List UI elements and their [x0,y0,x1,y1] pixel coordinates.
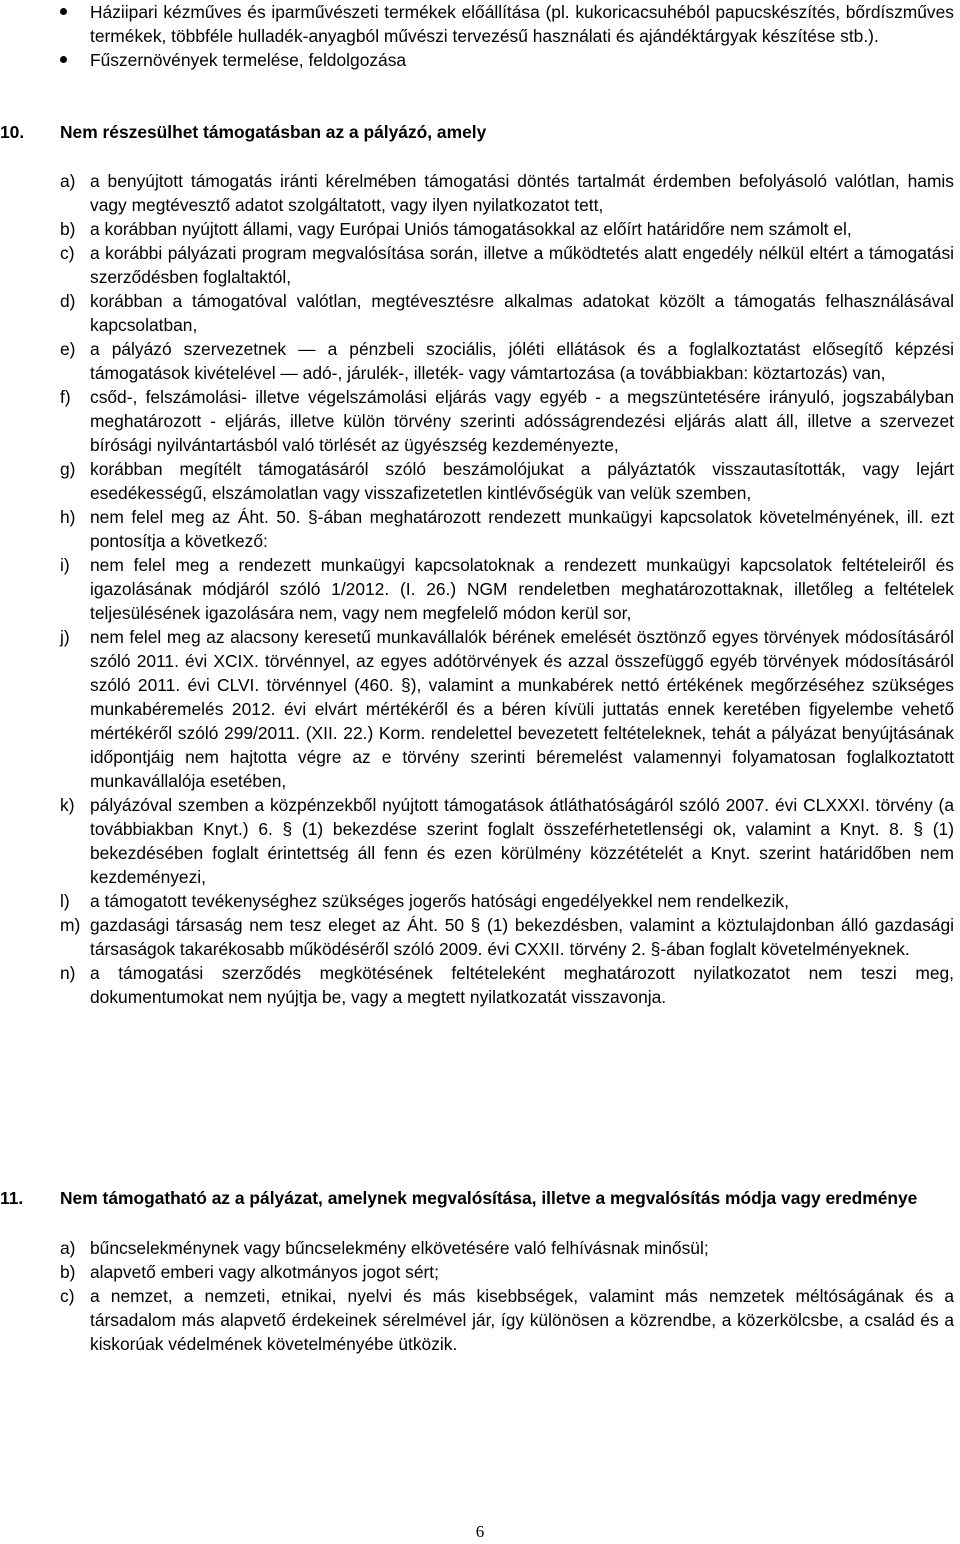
item-label: j) [60,627,70,647]
item-label: m) [60,915,81,935]
bullet-text: Háziipari kézműves és iparművészeti termékek előállítása (pl. kukoricacsuhéból papucskészítés, bőrdíszműves termékek, többféle hulladék-anyagból művészi tervezésű használati és ajándéktárgyak készítése stb.). [90,2,954,46]
item-label: a) [60,171,76,191]
item-label: g) [60,459,76,479]
item-label: k) [60,795,75,815]
bullet-dot-icon [60,8,67,15]
list-item [0,1284,960,1356]
list-item [0,457,960,505]
bullet-item [0,48,960,72]
item-text: gazdasági társaság nem tesz eleget az Áht. 50 § (1) bekezdésben, valamint a köztulajdonban álló gazdasági társaságok takarékosabb működéséről szóló 2009. évi CXXII. törvény 2. §-ában foglalt követelményeknek. [90,915,954,959]
list-item [0,913,960,961]
item-label: b) [60,1262,76,1282]
item-label: b) [60,219,76,239]
item-text: nem felel meg a rendezett munkaügyi kapcsolatoknak a rendezett munkaügyi kapcsolatok feltételeiről és igazolásának módjáról szóló 1/2012. (I. 26.) NGM rendeletben meghatározottaknak, illetőleg a feltételek teljesülésének igazolására nem, vagy nem megfelelő módon kerül sor, [90,555,954,623]
list-item [0,289,960,337]
item-text: pályázóval szemben a közpénzekből nyújtott támogatások átláthatóságáról szóló 2007. évi CLXXXI. törvény (a továbbiakban Knyt.) 6. § (1) bekezdése szerint foglalt összeférhetetlenségi ok, valamint a Knyt. 8. § (1) bekezdésében foglalt érintettség áll fenn és ezen körülmény közzétételét a Knyt. szerint határidőben nem kezdeményezi, [90,795,954,887]
list-item [0,889,960,913]
bullet-text: Fűszernövények termelése, feldolgozása [90,50,407,70]
item-text: korábban megítélt támogatásáról szóló beszámolójukat a pályáztatók visszautasították, vagy lejárt esedékességű, elszámolatlan vagy visszafizetetlen kintlévőségük van velük szemben, [90,459,954,503]
section-title: Nem részesülhet támogatásban az a pályázó, amely [60,122,487,142]
item-text: a támogatási szerződés megkötésének feltételeként meghatározott nyilatkozatot nem teszi meg, dokumentumokat nem nyújtja be, vagy a megtett nyilatkozatát visszavonja. [90,963,954,1007]
item-label: i) [60,555,70,575]
section-number: 10. [0,122,25,142]
list-item [0,169,960,217]
item-text: a korábban nyújtott állami, vagy Európai Uniós támogatásokkal az előírt határidőre nem számolt el, [90,219,852,239]
list-item [0,337,960,385]
item-label: l) [60,891,70,911]
bullet-list [0,0,960,72]
page-number: 6 [475,1522,485,1541]
item-label: a) [60,1238,76,1258]
item-label: e) [60,339,76,359]
list-item [0,385,960,457]
item-label: h) [60,507,76,527]
section-11 [0,1186,960,1356]
item-text: csőd-, felszámolási- illetve végelszámolási eljárás vagy egyéb - a megszüntetésére irányuló, jogszabályban meghatározott - eljárás, illetve külön törvény szerinti adósságrendezési eljárás alatt áll, illetve a szervezet bírósági nyilvántartásból való törlését az ügyészség kezdeményezte, [90,387,954,455]
section-heading [0,120,960,144]
list-item [0,961,960,1009]
item-text: korábban a támogatóval valótlan, megtévesztésre alkalmas adatokat közölt a támogatás felhasználásával kapcsolatban, [90,291,954,335]
item-text: a nemzet, a nemzeti, etnikai, nyelvi és más kisebbségek, valamint más nemzetek méltóságának és a társadalom más alapvető érdekeinek sérelmével jár, így különösen a közrendbe, a közerkölcsbe, a család és a kiskorúak védelmének követelményébe ütközik. [90,1286,954,1354]
list-item [0,553,960,625]
item-text: nem felel meg az Áht. 50. §-ában meghatározott rendezett munkaügyi kapcsolatok követelményének, ill. ezt pontosítja a következő: [90,507,954,551]
item-label: d) [60,291,76,311]
section-title: Nem támogatható az a pályázat, amelynek megvalósítása, illetve a megvalósítás módja vagy eredménye [60,1188,918,1208]
item-label: c) [60,1286,75,1306]
item-label: c) [60,243,75,263]
list-item [0,793,960,889]
list-item [0,1236,960,1260]
item-text: alapvető emberi vagy alkotmányos jogot sért; [90,1262,439,1282]
item-label: n) [60,963,76,983]
item-text: a benyújtott támogatás iránti kérelmében támogatási döntés tartalmát érdemben befolyásoló valótlan, hamis vagy megtévesztő adatot szolgáltatott, vagy ilyen nyilatkozatot tett, [90,171,954,215]
bullet-dot-icon [60,56,67,63]
item-text: a támogatott tevékenységhez szükséges jogerős hatósági engedélyekkel nem rendelkezik, [90,891,789,911]
section-10 [0,120,960,1009]
item-text: a korábbi pályázati program megvalósítása során, illetve a működtetés alatt engedély nélkül eltért a támogatási szerződésben foglaltaktól, [90,243,954,287]
bullet-item [0,0,960,48]
condition-list [0,169,960,1009]
section-heading [0,1186,960,1210]
item-text: a pályázó szervezetnek — a pénzbeli szociális, jóléti ellátások és a foglalkoztatást elősegítő képzési támogatások kivételével — adó-, járulék-, illeték- vagy vámtartozása (a továbbiakban: köztartozás) van, [90,339,954,383]
list-item [0,505,960,553]
section-number: 11. [0,1188,24,1208]
list-item [0,217,960,241]
item-label: f) [60,387,71,407]
list-item [0,241,960,289]
item-text: bűncselekménynek vagy bűncselekmény elkövetésére való felhívásnak minősül; [90,1238,709,1258]
item-text: nem felel meg az alacsony keresetű munkavállalók bérének emelését ösztönző egyes törvények módosításáról szóló 2011. évi XCIX. törvénnyel, az egyes adótörvények és azzal összefüggő egyéb törvények módosításáról szóló 2011. évi CLVI. törvénnyel (460. §), valamint a munkabérek nettó értékének megőrzéséhez szükséges munkabéremelés 2012. évi elvárt mértékéről és a béren kívüli juttatás ennek keretében figyelembe vehető mértékéről szóló 299/2011. (XII. 22.) Korm. rendelettel bevezetett feltételeknek, tehát a pályázat benyújtásának időpontjáig nem hajtotta végre az e törvény szerinti béremelést valamennyi folyamatosan foglalkoztatott munkavállalója esetében, [90,627,954,791]
list-item [0,1260,960,1284]
condition-list [0,1236,960,1356]
list-item [0,625,960,793]
